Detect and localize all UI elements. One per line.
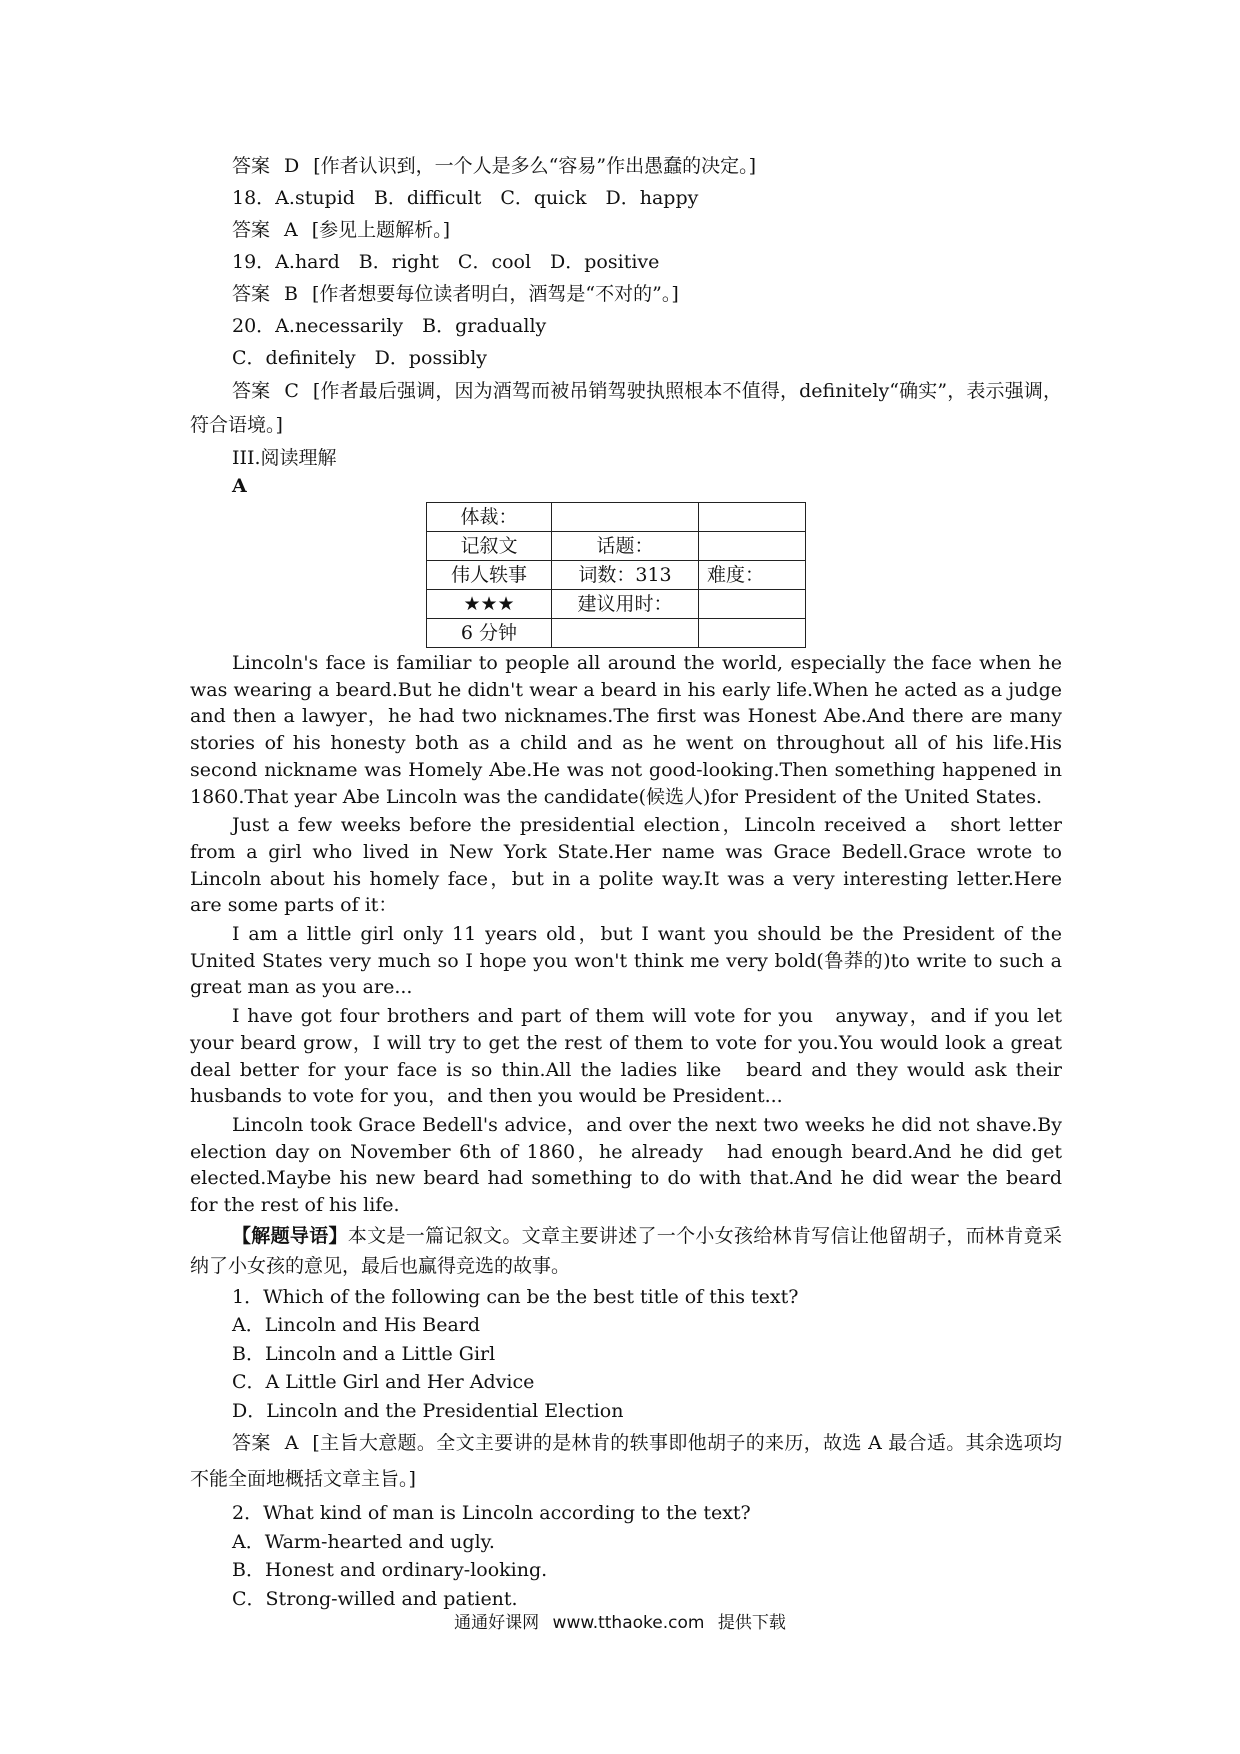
- info-cell: 伟人轶事: [427, 561, 552, 590]
- question-2-option: A．Warm-hearted and ugly.: [232, 1530, 495, 1553]
- question-2-stem: 2．What kind of man is Lincoln according to the text?: [232, 1502, 751, 1525]
- passage-paragraph: I have got four brothers and part of them will vote for you anyway，and if you let your beard grow，I will try to get the rest of them to vote for you.You would look a great deal better for your face is so thin.All the ladies like beard and they would ask their husbands to vote for you，and then you would be President...: [190, 1005, 1062, 1108]
- section-title: III.阅读理解: [232, 447, 337, 469]
- question-1-stem: 1．Which of the following can be the best title of this text?: [232, 1285, 799, 1308]
- question-1-option: A．Lincoln and His Beard: [232, 1314, 481, 1337]
- info-cell: 难度：: [699, 561, 806, 590]
- question-2-option: B．Honest and ordinary-looking.: [232, 1559, 548, 1582]
- info-cell: 话题：: [552, 532, 699, 561]
- q18-answer: 答案 A [参见上题解析。]: [232, 219, 451, 241]
- info-row: [427, 503, 806, 532]
- info-cell: [699, 532, 806, 561]
- info-cell: [552, 503, 699, 532]
- info-row: [427, 590, 806, 619]
- passage-info-table: [426, 502, 806, 648]
- question-1-answer: 答案 A [主旨大意题。全文主要讲的是林肯的轶事即他胡子的来历，故选 A 最合适。其余选项均不能全面地概括文章主旨。]: [190, 1432, 1062, 1491]
- footer-site-name: 通通好课网: [454, 1613, 540, 1633]
- q19-answer: 答案 B [作者想要每位读者明白，酒驾是“不对的”。]: [232, 283, 679, 305]
- footer-note: 提供下载: [717, 1613, 786, 1633]
- info-row: [427, 532, 806, 561]
- page-footer: [0, 1608, 1240, 1633]
- question-1-option: C．A Little Girl and Her Advice: [232, 1371, 535, 1394]
- info-cell: [699, 590, 806, 619]
- info-cell: ★★★: [427, 590, 552, 619]
- passage-paragraph: I am a little girl only 11 years old，but I want you should be the President of the United States very much so I hope you won't think me very bold(鲁莽的)to write to such a great man as you are...: [190, 923, 1062, 999]
- info-cell: [699, 503, 806, 532]
- q20-options-line1: 20．A.necessarily B．gradually: [232, 315, 547, 337]
- passage-paragraph: Lincoln took Grace Bedell's advice，and over the next two weeks he did not shave.By election day on November 6th of 1860，he already had enough beard.And he did get elected.Maybe his new beard had something to do with that.And he did wear the beard for the rest of his life.: [190, 1113, 1062, 1217]
- document-page: [190, 150, 1062, 1613]
- info-cell: 体裁：: [427, 503, 552, 532]
- info-cell: 建议用时：: [552, 590, 699, 619]
- question-2-option: C．Strong-willed and patient.: [232, 1587, 518, 1610]
- info-row: [427, 561, 806, 590]
- passage-paragraph: Lincoln's face is familiar to people all around the world, especially the face when he was wearing a beard.But he didn't wear a beard in his early life.When he acted as a judge and then a lawyer，he had two nicknames.The first was Honest Abe.And there are many stories of his honesty both as a child and as he went on throughout all of his life.His second nickname was Homely Abe.He was not good-looking.Then something happened in 1860.That year Abe Lincoln was the candidate(候选人)for President of the United States.: [190, 652, 1062, 808]
- solution-guide: 【解题导语】本文是一篇记叙文。文章主要讲述了一个小女孩给林肯写信让他留胡子，而林肯竟采纳了小女孩的意见，最后也赢得竞选的故事。: [190, 1224, 1062, 1277]
- footer-url[interactable]: www.tthaoke.com: [552, 1613, 705, 1633]
- info-cell: [552, 619, 699, 648]
- q20-options-line2: C．definitely D．possibly: [232, 347, 488, 369]
- info-row: [427, 619, 806, 648]
- q18-options: 18．A.stupid B．difficult C．quick D．happy: [232, 187, 699, 209]
- info-cell: 词数：313: [552, 561, 699, 590]
- passage-paragraph: Just a few weeks before the presidential election，Lincoln received a short letter from a girl who lived in New York State.Her name was Grace Bedell.Grace wrote to Lincoln about his homely face，but in a polite way.It was a very interesting letter.Here are some parts of it：: [190, 814, 1062, 917]
- question-1-option: B．Lincoln and a Little Girl: [232, 1342, 496, 1365]
- info-cell: 6 分钟: [427, 619, 552, 648]
- part-label: A: [232, 475, 247, 497]
- q17-answer: 答案 D [作者认识到，一个人是多么“容易”作出愚蠢的决定。]: [232, 155, 757, 177]
- info-cell: [699, 619, 806, 648]
- q19-options: 19．A.hard B．right C．cool D．positive: [232, 251, 660, 273]
- question-1-option: D．Lincoln and the Presidential Election: [232, 1399, 624, 1422]
- info-cell: 记叙文: [427, 532, 552, 561]
- q20-answer: 答案 C [作者最后强调，因为酒驾而被吊销驾驶执照根本不值得，definitely“确实”，表示强调，符合语境。]: [190, 380, 1062, 436]
